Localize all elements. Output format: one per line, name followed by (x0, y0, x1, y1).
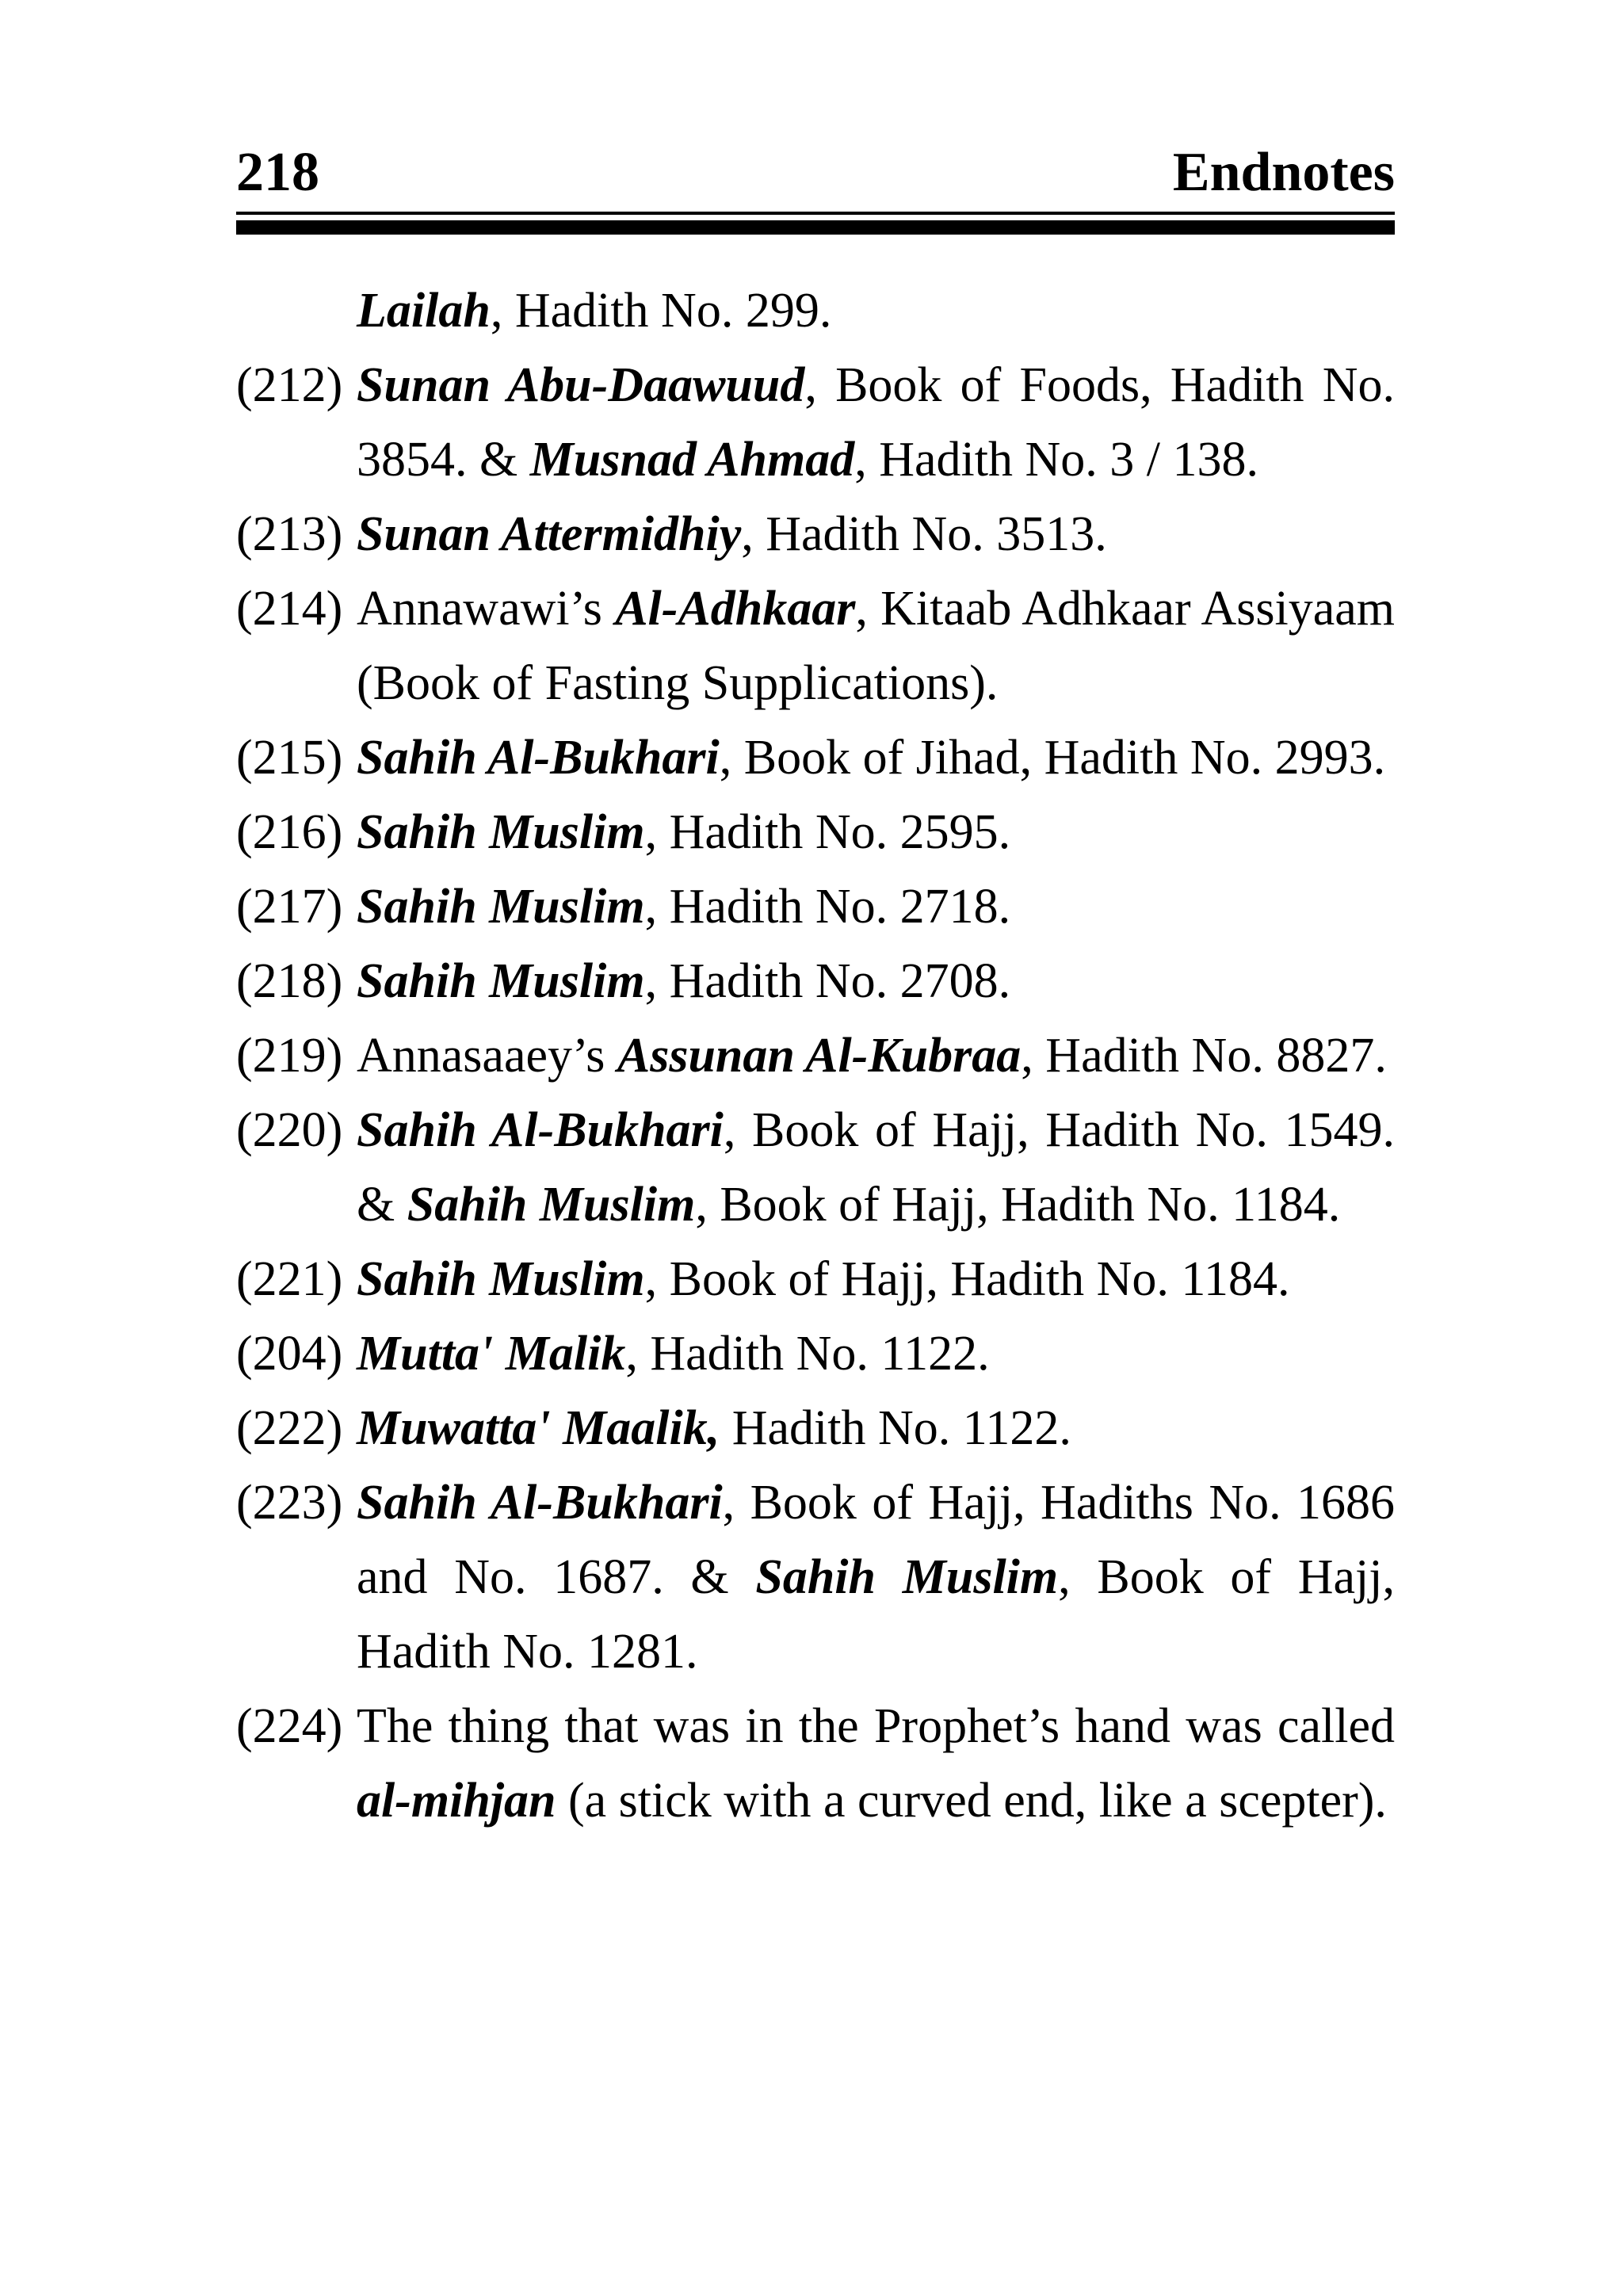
endnote-source-title: Sahih Muslim (357, 1252, 645, 1306)
endnote-text-segment: The thing that was in the Prophet’s hand was called (357, 1699, 1395, 1753)
endnote-number: (204) (236, 1327, 343, 1381)
endnote-text-segment: , Book of Hajj, Hadith No. 1549. & (357, 1103, 1395, 1232)
endnote-source-title: Assunan Al-Kubraa (617, 1029, 1022, 1083)
endnote-item (236, 944, 1395, 1018)
endnote-text (357, 1476, 1395, 1679)
endnote-text-segment: , Hadith No. 1122. (625, 1327, 990, 1381)
endnote-source-title: Lailah (357, 284, 491, 338)
endnote-source-title: Sunan Abu-Daawuud (357, 358, 805, 412)
endnote-text-segment: , Book of Hajj, Hadith No. 1184. (695, 1178, 1341, 1232)
page-header (236, 141, 1395, 204)
endnote-item (236, 1316, 1395, 1391)
endnote-number: (222) (236, 1401, 343, 1455)
endnote-item (236, 795, 1395, 869)
endnote-item (236, 571, 1395, 720)
endnote-item (236, 1018, 1395, 1093)
endnote-source-title: Sahih Al-Bukhari (357, 731, 720, 785)
endnote-text-segment: , Book of Foods, Hadith No. 3854. & (357, 358, 1395, 487)
endnote-text-segment: (a stick with a curved end, like a scepter). (556, 1774, 1387, 1828)
endnote-item (236, 1391, 1395, 1465)
endnote-text-segment: , Hadith No. 2595. (644, 805, 1011, 859)
endnote-text-segment: , Hadith No. 8827. (1021, 1029, 1387, 1083)
endnote-item (236, 348, 1395, 497)
endnote-number: (216) (236, 805, 343, 859)
endnote-text-segment: , Book of Hajj, Hadith No. 1184. (644, 1252, 1290, 1306)
endnote-source-title: Sunan Attermidhiy (357, 507, 742, 561)
endnote-source-title: Sahih Al-Bukhari (357, 1103, 724, 1157)
endnote-source-title: Sahih Muslim (357, 954, 645, 1008)
endnote-text (357, 284, 831, 338)
endnote-item (236, 1242, 1395, 1316)
endnote-item (236, 273, 1395, 348)
endnote-text-segment: , Book of Jihad, Hadith No. 2993. (719, 731, 1386, 785)
endnotes-list (236, 273, 1395, 1838)
endnote-text (357, 1699, 1395, 1828)
endnote-item (236, 1093, 1395, 1242)
endnote-source-title: al-mihjan (357, 1774, 556, 1828)
endnote-item (236, 1465, 1395, 1689)
endnote-number: (224) (236, 1699, 343, 1753)
endnote-text (357, 805, 1010, 859)
endnote-source-title: Sahih Al-Bukhari (357, 1476, 723, 1530)
endnote-item (236, 720, 1395, 795)
endnote-text-segment: , Hadith No. 3 / 138. (854, 433, 1258, 487)
header-rule-thin (236, 212, 1395, 215)
endnote-text (357, 507, 1107, 561)
endnote-text-segment: , Hadith No. 299. (490, 284, 832, 338)
header-rule-thick (236, 220, 1395, 235)
endnote-text (357, 731, 1385, 785)
endnote-text (357, 880, 1010, 934)
endnote-text (357, 954, 1010, 1008)
endnote-text-segment: Hadith No. 1122. (720, 1401, 1071, 1455)
endnote-item (236, 869, 1395, 944)
endnote-text (357, 358, 1395, 487)
endnote-item (236, 1689, 1395, 1838)
endnote-text-segment: , Hadith No. 3513. (741, 507, 1107, 561)
endnote-number: (214) (236, 582, 343, 636)
endnote-number: (220) (236, 1103, 343, 1157)
endnote-source-title: Muwatta' Maalik, (357, 1401, 720, 1455)
endnote-text (357, 1401, 1071, 1455)
endnote-text-segment: , Book of Hajj, Hadiths No. 1686 and No. 1687. & (357, 1476, 1395, 1604)
endnote-number: (213) (236, 507, 343, 561)
endnote-number: (221) (236, 1252, 343, 1306)
endnote-number: (215) (236, 731, 343, 785)
endnote-number: (219) (236, 1029, 343, 1083)
endnote-source-title: Mutta' Malik (357, 1327, 626, 1381)
endnote-text-segment: Annasaaey’s (357, 1029, 617, 1083)
running-title: Endnotes (1172, 142, 1395, 203)
endnote-source-title: Musnad Ahmad (529, 433, 855, 487)
endnote-number: (218) (236, 954, 343, 1008)
endnote-text (357, 1327, 990, 1381)
endnote-text (357, 582, 1395, 710)
endnote-text (357, 1103, 1395, 1232)
page-number: 218 (236, 142, 319, 203)
endnote-text-segment: , Hadith No. 2708. (644, 954, 1011, 1008)
endnote-number: (212) (236, 358, 343, 412)
endnote-text-segment: Annawawi’s (357, 582, 616, 636)
endnote-text (357, 1029, 1387, 1083)
endnote-text-segment: , Kitaab Adhkaar Assiyaam (Book of Fasting Supplications). (357, 582, 1395, 710)
endnote-source-title: Al-Adhkaar (615, 582, 856, 636)
endnote-source-title: Sahih Muslim (357, 880, 645, 934)
endnote-number: (223) (236, 1476, 343, 1530)
endnote-item (236, 497, 1395, 571)
endnote-source-title: Sahih Muslim (357, 805, 645, 859)
endnote-number: (217) (236, 880, 343, 934)
endnote-text (357, 1252, 1290, 1306)
endnote-text-segment: , Book of Hajj, Hadith No. 1281. (357, 1550, 1395, 1679)
endnote-source-title: Sahih Muslim (407, 1178, 696, 1232)
endnote-source-title: Sahih Muslim (755, 1550, 1059, 1604)
endnote-text-segment: , Hadith No. 2718. (644, 880, 1011, 934)
